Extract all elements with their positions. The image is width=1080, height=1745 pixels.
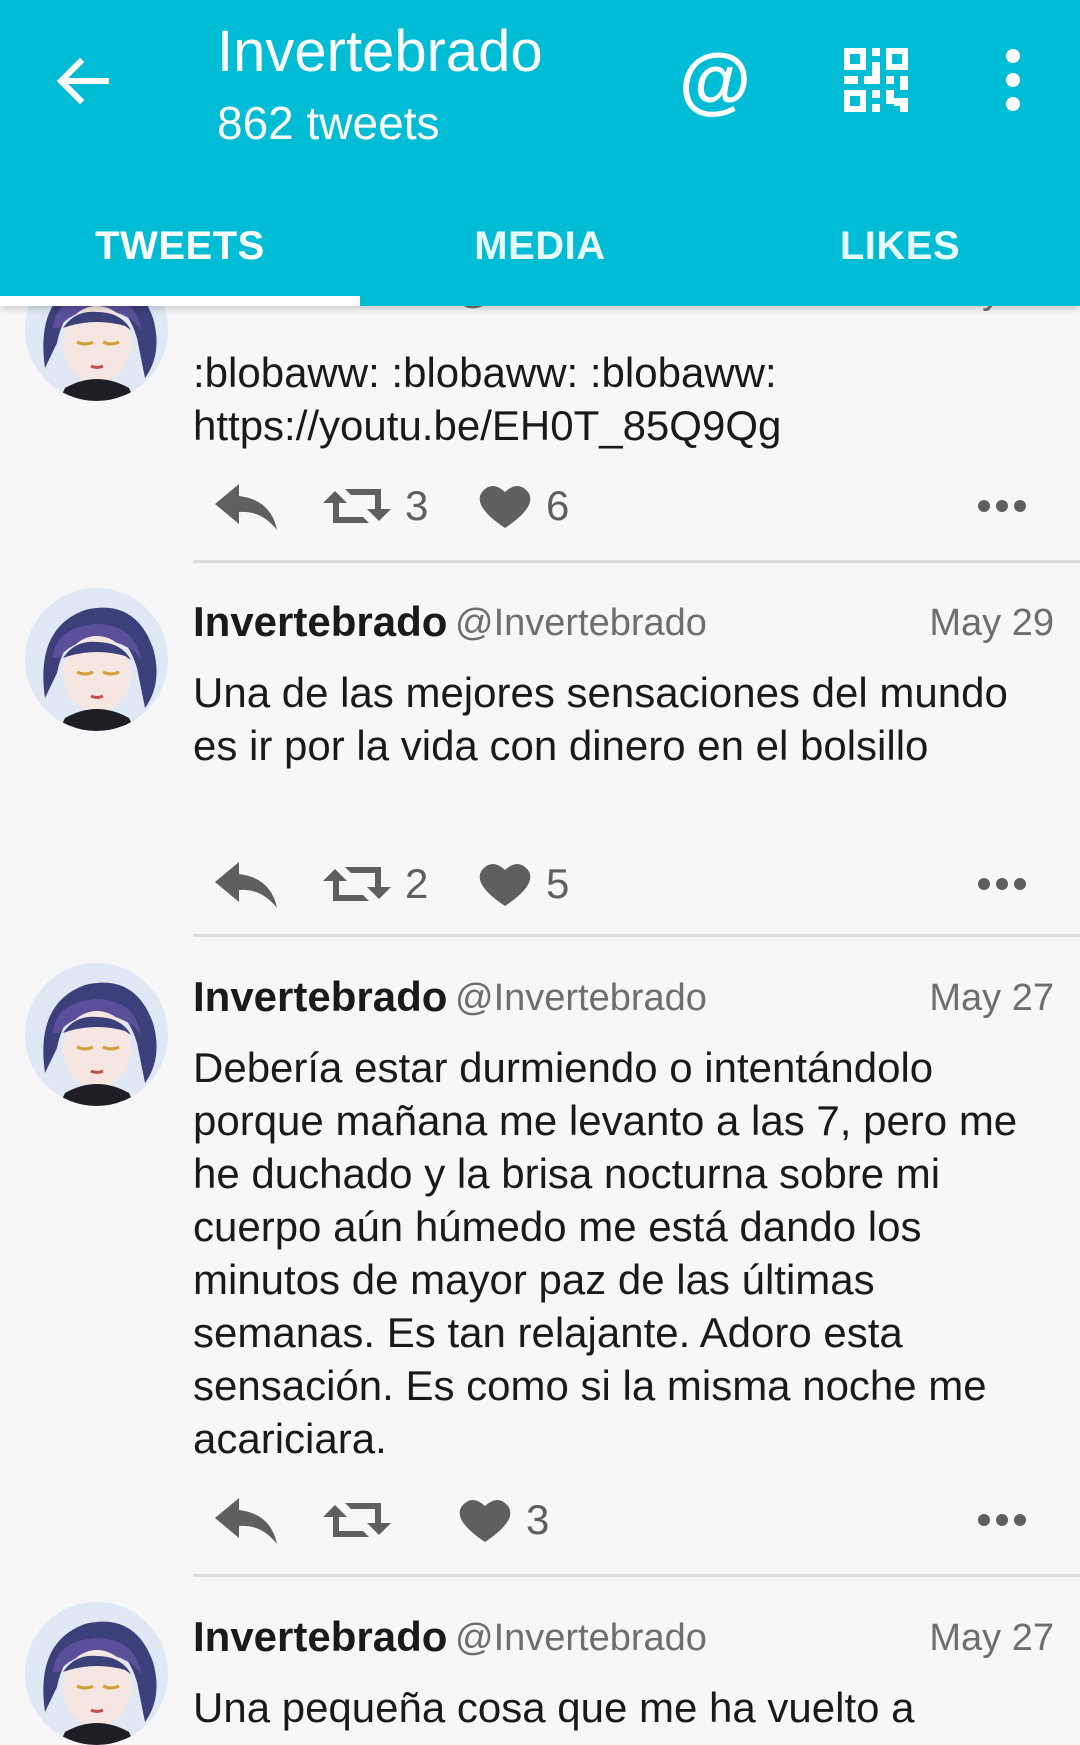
tweet-date: May 27 [929, 1617, 1054, 1659]
retweet-count: 2 [405, 860, 429, 907]
reply-button[interactable] [213, 471, 279, 541]
reply-icon [213, 858, 279, 910]
reply-button[interactable] [213, 849, 279, 919]
app-bar [0, 0, 1080, 306]
tweet-date: May 27 [929, 977, 1054, 1019]
avatar[interactable] [25, 1602, 168, 1745]
tweet-text[interactable]: Una de las mejores sensaciones del mundo es ir por la vida con dinero en el bolsillo [193, 669, 1008, 769]
like-count: 3 [526, 1496, 550, 1543]
more-horizontal-icon [977, 876, 1027, 892]
tab-likes[interactable] [720, 196, 1080, 306]
more-vertical-icon [995, 48, 1031, 112]
retweet-icon [323, 483, 391, 529]
qr-code-button[interactable] [844, 48, 908, 112]
more-button[interactable] [977, 1485, 1027, 1555]
retweet-button[interactable] [323, 1485, 405, 1555]
author-handle[interactable]: @Invertebrado [455, 602, 707, 644]
overflow-menu-button[interactable] [995, 48, 1031, 112]
tweet-text[interactable]: :blobaww: :blobaww: :blobaww: https://youtu.be/EH0T_85Q9Qg [193, 349, 782, 449]
more-horizontal-icon [977, 1512, 1027, 1528]
tweet-actions [193, 471, 1053, 541]
tweet-count: 862 tweets [217, 97, 440, 149]
tweet-text[interactable]: Debería estar durmiendo o intentándolo porque mañana me levanto a las 7, pero me he duchado y la brisa nocturna sobre mi cuerpo aún húmedo me está dando los minutos de mayor paz de las últimas semanas. Es tan relajante. Adoro esta sensación. Es como si la misma noche me acariciara. [193, 1044, 1018, 1462]
tab-tweets[interactable] [0, 196, 360, 306]
retweet-button[interactable] [323, 471, 428, 541]
avatar-illustration [25, 1602, 168, 1745]
retweet-icon [323, 861, 391, 907]
profile-tabs [0, 196, 1080, 306]
back-button[interactable] [54, 52, 112, 110]
qr-code-icon [844, 48, 908, 112]
active-tab-indicator [0, 296, 360, 306]
retweet-count: 3 [405, 482, 429, 529]
tweet-header [193, 1605, 1054, 1665]
like-count: 5 [546, 860, 570, 907]
more-button[interactable] [977, 849, 1027, 919]
tweet-header [193, 590, 1054, 650]
tweet-divider [193, 934, 1080, 937]
heart-icon [478, 482, 532, 530]
like-button[interactable] [458, 1485, 549, 1555]
arrow-left-icon [54, 52, 112, 110]
tweet-actions [193, 849, 1053, 919]
tweet-actions [193, 1485, 1053, 1555]
reply-icon [213, 1494, 279, 1546]
author-handle[interactable]: @Invertebrado [455, 1617, 707, 1659]
retweet-button[interactable] [323, 849, 428, 919]
tab-label: TWEETS [95, 224, 265, 268]
like-count: 6 [546, 482, 570, 529]
tab-label: MEDIA [474, 224, 606, 268]
avatar[interactable] [25, 963, 168, 1106]
tweet-divider [193, 1574, 1080, 1577]
profile-title: Invertebrado [217, 19, 543, 84]
like-button[interactable] [478, 471, 569, 541]
tab-media[interactable] [360, 196, 720, 306]
tweet-divider [193, 560, 1080, 563]
tab-label: LIKES [839, 224, 961, 268]
heart-icon [478, 860, 532, 908]
avatar-illustration [25, 588, 168, 731]
heart-icon [458, 1496, 512, 1544]
reply-icon [213, 480, 279, 532]
more-horizontal-icon [977, 498, 1027, 514]
author-handle[interactable]: @Invertebrado [455, 977, 707, 1019]
avatar-illustration [25, 963, 168, 1106]
author-name[interactable]: Invertebrado [193, 598, 448, 645]
tweet-header [193, 965, 1054, 1025]
like-button[interactable] [478, 849, 569, 919]
reply-button[interactable] [213, 1485, 279, 1555]
tweet-text[interactable]: Una pequeña cosa que me ha vuelto a [193, 1684, 915, 1731]
avatar[interactable] [25, 588, 168, 731]
more-button[interactable] [977, 471, 1027, 541]
retweet-icon [323, 1497, 391, 1543]
tweet-date: May 29 [929, 602, 1054, 644]
author-name[interactable]: Invertebrado [193, 1613, 448, 1660]
mention-button[interactable]: @ [678, 38, 752, 121]
author-name[interactable]: Invertebrado [193, 973, 448, 1020]
